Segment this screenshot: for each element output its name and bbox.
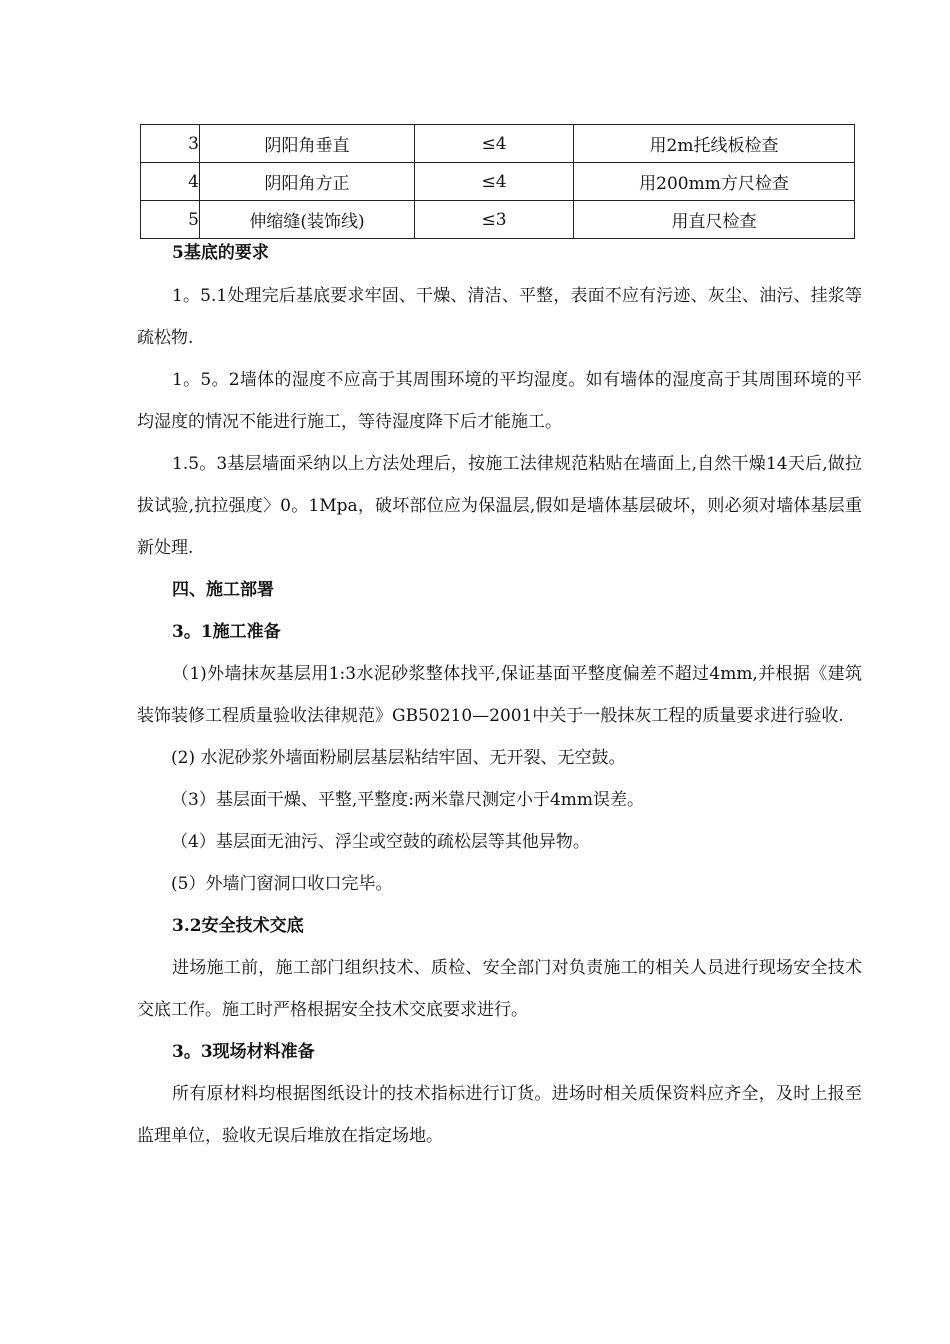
- row-number: 3: [141, 125, 200, 163]
- check-method: 用200mm方尺检查: [574, 163, 855, 201]
- check-item: 阴阳角方正: [200, 163, 415, 201]
- subsection-heading: 3。3现场材料准备: [172, 1042, 315, 1062]
- allowed-deviation: ≤4: [415, 163, 574, 201]
- section-heading: 5基底的要求: [172, 243, 269, 263]
- list-item: （4）基层面无油污、浮尘或空鼓的疏松层等其他异物。: [171, 832, 590, 852]
- paragraph: 1。5。2墙体的湿度不应高于其周围环境的平均湿度。如有墙体的湿度高于其周围环境的平均湿度的情况不能进行施工，等待湿度降下后才能施工。: [137, 370, 862, 432]
- table-row: [141, 125, 855, 163]
- list-item: （3）基层面干燥、平整,平整度:两米靠尺测定小于4mm误差。: [171, 790, 645, 810]
- allowed-deviation: ≤4: [415, 125, 574, 163]
- row-number: 4: [141, 163, 200, 201]
- list-item: (5）外墙门窗洞口收口完毕。: [171, 874, 393, 894]
- table-row: [141, 163, 855, 201]
- list-item: （1)外墙抹灰基层用1:3水泥砂浆整体找平,保证基面平整度偏差不超过4mm,并根据《建筑装饰装修工程质量验收法律规范》GB50210—2001中关于一般抹灰工程的质量要求进行验收.: [137, 664, 862, 726]
- check-method: 用直尺检查: [574, 201, 855, 239]
- chapter-heading: 四、施工部署: [172, 580, 274, 600]
- subsection-heading: 3.2安全技术交底: [172, 916, 304, 936]
- row-number: 5: [141, 201, 200, 239]
- paragraph: 1.5。3基层墙面采纳以上方法处理后，按施工法律规范粘贴在墙面上,自然干燥14天后,做拉拔试验,抗拉强度〉0。1Mpa，破坏部位应为保温层,假如是墙体基层破坏，则必须对墙体基层重新处理.: [137, 454, 862, 558]
- list-item: (2) 水泥砂浆外墙面粉刷层基层粘结牢固、无开裂、无空鼓。: [171, 748, 626, 768]
- check-method: 用2m托线板检查: [574, 125, 855, 163]
- allowed-deviation: ≤3: [415, 201, 574, 239]
- paragraph: 1。5.1处理完后基底要求牢固、干燥、清洁、平整，表面不应有污迹、灰尘、油污、挂浆等疏松物.: [137, 286, 862, 348]
- document-body: [137, 243, 862, 1157]
- check-item: 伸缩缝(装饰线): [200, 201, 415, 239]
- table-row: [141, 201, 855, 239]
- paragraph: 所有原材料均根据图纸设计的技术指标进行订货。进场时相关质保资料应齐全，及时上报至监理单位，验收无误后堆放在指定场地。: [137, 1084, 862, 1146]
- check-item: 阴阳角垂直: [200, 125, 415, 163]
- paragraph: 进场施工前，施工部门组织技术、质检、安全部门对负责施工的相关人员进行现场安全技术交底工作。施工时严格根据安全技术交底要求进行。: [137, 958, 862, 1020]
- tolerance-table: [140, 124, 855, 239]
- subsection-heading: 3。1施工准备: [172, 622, 281, 642]
